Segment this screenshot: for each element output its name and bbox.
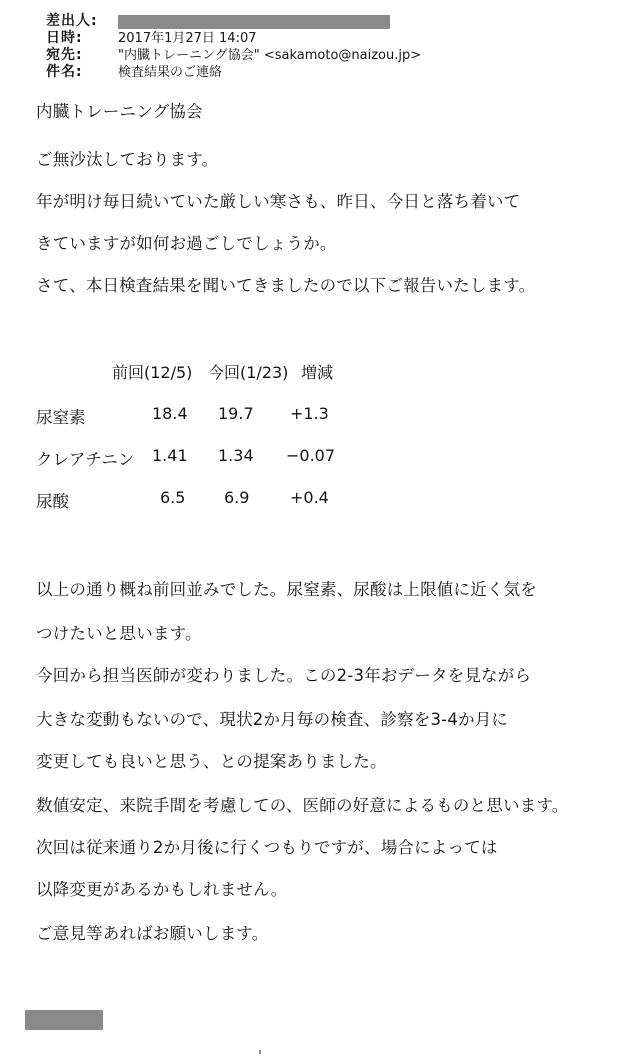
cell-value: 1.41 — [152, 446, 188, 465]
date-row — [46, 30, 421, 47]
paragraph-1-line-1: 年が明け毎日続いていた厳しい寒さも、昨日、今日と落ち着いて — [36, 192, 521, 211]
paragraph-4-line-3: 変更しても良いと思う、との提案ありました。 — [36, 752, 387, 771]
subject-row — [46, 64, 421, 81]
to-row — [46, 47, 421, 64]
subject-label: 件名: — [46, 64, 83, 80]
closing-line: ご意見等あればお願いします。 — [36, 924, 269, 943]
greeting: ご無沙汰しております。 — [36, 150, 219, 169]
paragraph-3-line-1: 以上の通り概ね前回並みでした。尿窒素、尿酸は上限値に近く気を — [36, 580, 537, 599]
date-label: 日時: — [46, 30, 83, 46]
column-header-change: 増減 — [301, 363, 334, 382]
to-value: "内臓トレーニング協会" <sakamoto@naizou.jp> — [118, 48, 422, 63]
subject-value: 検査結果のご連絡 — [118, 65, 223, 80]
paragraph-1-line-2: きていますが如何お過ごしでしょうか。 — [36, 234, 337, 253]
cell-value: 1.34 — [218, 446, 254, 465]
cell-value: +1.3 — [290, 404, 329, 423]
paragraph-6-line-1: 次回は従来通り2か月後に行くつもりですが、場合によっては — [36, 838, 498, 857]
redacted-signature — [25, 1010, 103, 1030]
salutation: 内臓トレーニング協会 — [36, 102, 203, 121]
row-label-uric-acid: 尿酸 — [36, 492, 69, 511]
cell-value: 19.7 — [218, 404, 254, 423]
cell-value: 6.5 — [160, 488, 186, 507]
cell-value: −0.07 — [286, 446, 336, 465]
column-header-current: 今回(1/23) — [208, 363, 289, 382]
scan-speck — [259, 1050, 261, 1054]
row-label-urea-nitrogen: 尿窒素 — [36, 408, 86, 427]
paragraph-6-line-2: 以降変更があるかもしれません。 — [36, 880, 288, 899]
paragraph-4-line-2: 大きな変動もないので、現状2か月毎の検査、診察を3-4か月に — [36, 710, 509, 729]
paragraph-5: 数値安定、来院手間を考慮しての、医師の好意によるものと思います。 — [36, 796, 569, 815]
from-row — [46, 13, 421, 30]
redacted-sender — [118, 15, 390, 29]
cell-value: +0.4 — [290, 488, 329, 507]
row-label-creatinine: クレアチニン — [36, 450, 135, 469]
paragraph-3-line-2: つけたいと思います。 — [36, 624, 202, 643]
email-header — [46, 13, 421, 81]
paragraph-4-line-1: 今回から担当医師が変わりました。この2-3年おデータを見ながら — [36, 666, 532, 685]
from-label: 差出人: — [46, 13, 98, 29]
cell-value: 18.4 — [152, 404, 188, 423]
column-header-previous: 前回(12/5) — [112, 363, 193, 382]
cell-value: 6.9 — [224, 488, 250, 507]
date-value: 2017年1月27日 14:07 — [118, 31, 257, 46]
to-label: 宛先: — [46, 47, 83, 63]
paragraph-2: さて、本日検査結果を聞いてきましたので以下ご報告いたします。 — [36, 276, 536, 295]
